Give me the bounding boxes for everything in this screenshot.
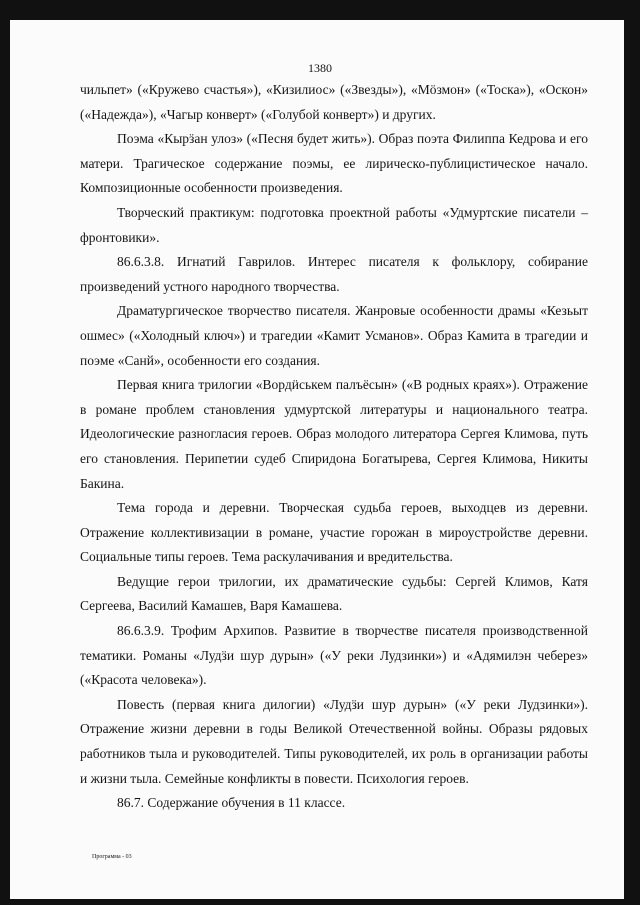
paragraph-1: чильпет» («Кружево счастья»), «Кизилиос» («Звезды»), «Мöзмон» («Тоска»), «Оскон» («Надежда»), «Чагыр конверт» («Голубой конверт») и других. [80,82,588,122]
footer-text: Программа - 03 [92,854,132,860]
paragraph-3: Творческий практикум: подготовка проектной работы «Удмуртские писатели – фронтовики». [80,204,588,245]
scan-border-left [0,0,10,905]
paragraph-11: 86.7. Содержание обучения в 11 классе. [117,795,346,811]
paragraph-5: Драматургическое творчество писателя. Жанровые особенности драмы «Кезьыт ошмес» («Холодный ключ») и трагедии «Камит Усманов». Образ Камита в трагедии и поэме «Санй», особенности его создания. [80,303,588,368]
paragraph-2: Поэма «Кырӟан улоз» («Песня будет жить»). Образ поэта Филиппа Кедрова и его матери. Трагическое содержание поэмы, ее лирическо-публицистическое начало. Композиционные особенности произведения. [80,131,588,196]
paragraph-9: 86.6.3.9. Трофим Архипов. Развитие в творчестве писателя производственной тематики. Романы «Лудӟи шур дурын» («У реки Лудзинки») и «Адямилэн чеберез» («Красота человека»). [80,623,588,688]
paragraph-4: 86.6.3.8. Игнатий Гаврилов. Интерес писателя к фольклору, собирание произведений устного народного творчества. [80,254,588,294]
paragraph-10: Повесть (первая книга дилогии) «Лудӟи шур дурын» («У реки Лудзинки»). Отражение жизни деревни в годы Великой Отечественной войны. Образы рядовых работников тыла и руководителей. Типы руководителей, их роль в организации работы и жизни тыла. Семейные конфликты в повести. Психология героев. [80,696,588,786]
page-number: 1380 [308,61,332,75]
paragraph-6: Первая книга трилогии «Вордӥськем палъёсын» («В родных краях»). Отражение в романе проблем становления удмуртской литературы и национального театра. Идеологические разногласия героев. Образ молодого литератора Сергея Климова, путь его становления. Перипетии судеб Спиридона Богатырева, Сергея Климова, Никиты Бакина. [80,377,588,491]
document-body [80,78,588,816]
scan-border-right [624,0,640,905]
paragraph-7: Тема города и деревни. Творческая судьба героев, выходцев из деревни. Отражение коллективизации в романе, участие горожан в мироустройстве деревни. Социальные типы героев. Тема раскулачивания и вредительства. [80,500,588,565]
scan-border-bottom [0,899,640,905]
paragraph-8: Ведущие герои трилогии, их драматические судьбы: Сергей Климов, Катя Сергеева, Василий Камашев, Варя Камашева. [80,573,588,614]
scan-border-top [0,0,640,20]
